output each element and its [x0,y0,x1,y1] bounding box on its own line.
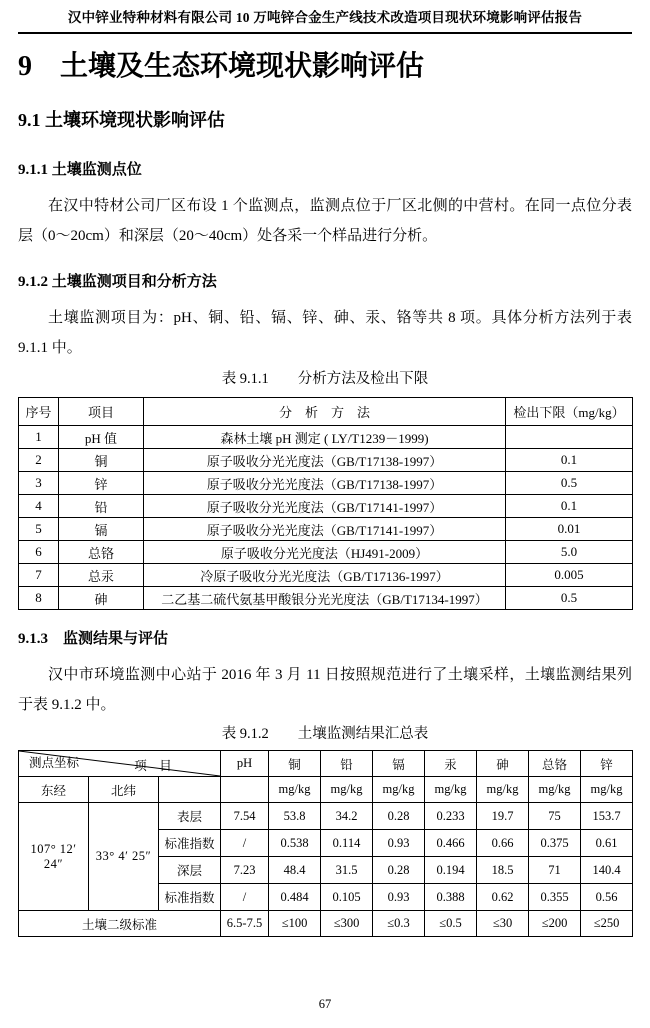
cell-limit: 5.0 [506,541,633,564]
value-cell: 0.28 [373,803,425,830]
header-title: 汉中锌业特种材料有限公司 10 万吨锌合金生产线技术改造项目现状环境影响评估报告 [67,10,583,25]
unit-cell: mg/kg [373,777,425,803]
page-header [18,6,632,34]
table-row-surface [19,803,633,830]
cell-seq: 2 [19,449,59,472]
column-header: 镉 [373,751,425,777]
value-cell: 0.93 [373,884,425,911]
value-cell: 0.388 [425,884,477,911]
cell-method: 森林土壤 pH 测定 ( LY/T1239－1999) [144,426,506,449]
unit-cell: mg/kg [269,777,321,803]
empty-cell [221,777,269,803]
column-header: 项目 [59,398,144,426]
table-header-row [19,398,633,426]
subsection-heading-9-1-1: 9.1.1 土壤监测点位 [18,162,142,178]
monitoring-results-table [18,750,633,937]
value-cell: 0.93 [373,830,425,857]
value-cell: 153.7 [581,803,633,830]
value-cell: 0.66 [477,830,529,857]
column-header: 总铬 [529,751,581,777]
value-cell: 0.355 [529,884,581,911]
standard-value: ≤30 [477,911,529,937]
table-row-standard [19,911,633,937]
standard-value: ≤100 [269,911,321,937]
table2-caption: 表 9.1.2 土壤监测结果汇总表 [221,726,429,742]
cell-method: 原子吸收分光光度法（GB/T17141-1997） [144,518,506,541]
diagonal-label-items: 项 目 [134,759,172,773]
column-header-east: 东经 [19,777,89,803]
unit-cell: mg/kg [425,777,477,803]
cell-method: 原子吸收分光光度法（GB/T17138-1997） [144,449,506,472]
empty-cell [159,777,221,803]
unit-cell: mg/kg [321,777,373,803]
paragraph-monitoring-items: 土壤监测项目为：pH、铜、铅、镉、锌、砷、汞、铬等共 8 项。具体分析方法列于表 9.1.1 中。 [18,310,632,356]
row-label: 表层 [159,803,221,830]
cell-limit: 0.1 [506,495,633,518]
value-cell: 48.4 [269,857,321,884]
cell-item: pH 值 [59,426,144,449]
unit-cell: mg/kg [477,777,529,803]
standard-value: 6.5-7.5 [221,911,269,937]
cell-item: 砷 [59,587,144,610]
chapter-heading: 9 土壤及生态环境现状影响评估 [18,51,425,82]
column-header: 锌 [581,751,633,777]
table-row [19,495,633,518]
standard-label: 土壤二级标准 [19,911,221,937]
unit-cell: mg/kg [581,777,633,803]
value-cell: 0.61 [581,830,633,857]
cell-seq: 7 [19,564,59,587]
paragraph-monitoring-points: 在汉中特材公司厂区布设 1 个监测点，监测点位于厂区北侧的中营村。在同一点位分表层（0～20cm）和深层（20～40cm）处各采一个样品进行分析。 [18,198,632,244]
cell-method: 原子吸收分光光度法（GB/T17141-1997） [144,495,506,518]
value-cell: 18.5 [477,857,529,884]
value-cell: 140.4 [581,857,633,884]
value-cell: 71 [529,857,581,884]
value-cell: 53.8 [269,803,321,830]
cell-method: 冷原子吸收分光光度法（GB/T17136-1997） [144,564,506,587]
column-header: 砷 [477,751,529,777]
table-header-row [19,751,633,777]
standard-value: ≤0.5 [425,911,477,937]
cell-limit: 0.1 [506,449,633,472]
table-row [19,541,633,564]
subsection-heading-9-1-2: 9.1.2 土壤监测项目和分析方法 [18,274,217,290]
analysis-method-table [18,397,633,610]
cell-item: 锌 [59,472,144,495]
table-row [19,472,633,495]
standard-value: ≤0.3 [373,911,425,937]
column-header: 汞 [425,751,477,777]
cell-item: 总铬 [59,541,144,564]
value-cell: 0.484 [269,884,321,911]
north-coordinate: 33° 4′ 25″ [89,803,159,911]
column-header: 铅 [321,751,373,777]
diagonal-header-cell [19,751,221,777]
diagonal-label-coords: 测点坐标 [29,756,80,770]
cell-item: 铜 [59,449,144,472]
cell-seq: 5 [19,518,59,541]
value-cell: 0.194 [425,857,477,884]
value-cell: 0.114 [321,830,373,857]
table-subheader-row [19,777,633,803]
standard-value: ≤250 [581,911,633,937]
cell-seq: 4 [19,495,59,518]
row-label: 深层 [159,857,221,884]
table-row [19,587,633,610]
cell-item: 总汞 [59,564,144,587]
value-cell: 34.2 [321,803,373,830]
cell-item: 镉 [59,518,144,541]
value-cell: 0.466 [425,830,477,857]
value-cell: 0.233 [425,803,477,830]
unit-cell: mg/kg [529,777,581,803]
column-header: 序号 [19,398,59,426]
value-cell: 31.5 [321,857,373,884]
page-number: 67 [318,997,332,1011]
column-header: pH [221,751,269,777]
table-row [19,449,633,472]
column-header-north: 北纬 [89,777,159,803]
row-label: 标准指数 [159,884,221,911]
cell-limit: 0.5 [506,587,633,610]
cell-limit: 0.5 [506,472,633,495]
cell-seq: 3 [19,472,59,495]
cell-seq: 8 [19,587,59,610]
cell-method: 原子吸收分光光度法（GB/T17138-1997） [144,472,506,495]
value-cell: 7.54 [221,803,269,830]
cell-limit [506,426,633,449]
value-cell: 19.7 [477,803,529,830]
column-header: 分 析 方 法 [144,398,506,426]
subsection-heading-9-1-3: 9.1.3 监测结果与评估 [18,631,169,647]
column-header: 铜 [269,751,321,777]
value-cell: / [221,884,269,911]
table1-caption: 表 9.1.1 分析方法及检出下限 [221,371,429,387]
row-label: 标准指数 [159,830,221,857]
value-cell: 7.23 [221,857,269,884]
cell-limit: 0.005 [506,564,633,587]
standard-value: ≤200 [529,911,581,937]
value-cell: 0.56 [581,884,633,911]
cell-seq: 1 [19,426,59,449]
cell-method: 原子吸收分光光度法（HJ491-2009） [144,541,506,564]
table-row [19,426,633,449]
east-coordinate: 107° 12′ 24″ [19,803,89,911]
value-cell: 0.28 [373,857,425,884]
table-row [19,518,633,541]
cell-limit: 0.01 [506,518,633,541]
cell-seq: 6 [19,541,59,564]
value-cell: / [221,830,269,857]
section-heading: 9.1 土壤环境现状影响评估 [18,110,225,130]
value-cell: 75 [529,803,581,830]
value-cell: 0.62 [477,884,529,911]
value-cell: 0.538 [269,830,321,857]
value-cell: 0.375 [529,830,581,857]
table-row [19,564,633,587]
standard-value: ≤300 [321,911,373,937]
cell-item: 铅 [59,495,144,518]
paragraph-monitoring-results: 汉中市环境监测中心站于 2016 年 3 月 11 日按照规范进行了土壤采样，土壤监测结果列于表 9.1.2 中。 [18,667,632,713]
column-header: 检出下限（mg/kg） [506,398,633,426]
value-cell: 0.105 [321,884,373,911]
cell-method: 二乙基二硫代氨基甲酸银分光光度法（GB/T17134-1997） [144,587,506,610]
